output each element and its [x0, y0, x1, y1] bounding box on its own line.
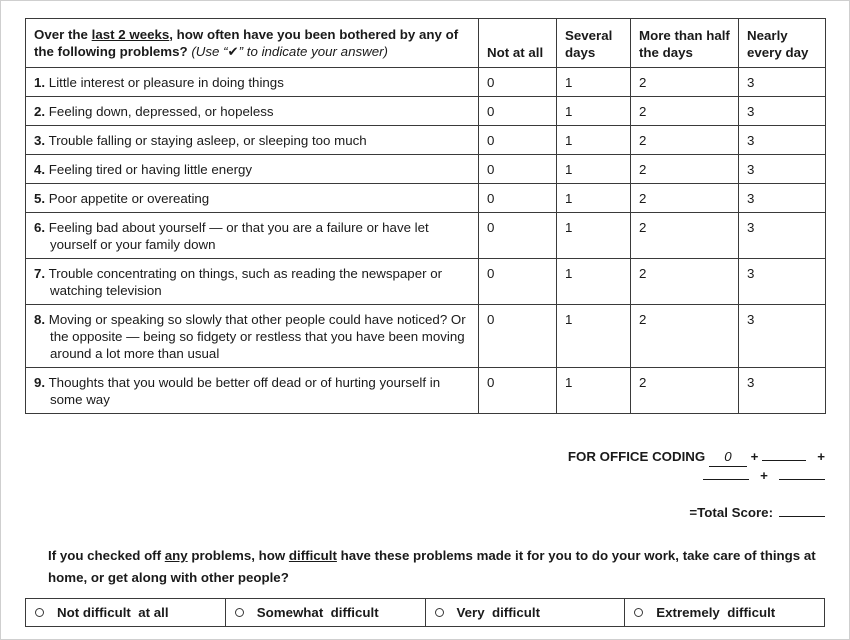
total-score: =Total Score: — [689, 505, 825, 520]
phq9-table — [25, 18, 826, 414]
score-option[interactable]: 1 — [557, 184, 631, 213]
office-coding: FOR OFFICE CODING 0 + + + — [567, 449, 825, 483]
score-option[interactable]: 2 — [631, 155, 739, 184]
score-option[interactable]: 3 — [739, 97, 826, 126]
radio-icon[interactable] — [634, 608, 643, 617]
score-option[interactable]: 3 — [739, 155, 826, 184]
col-more-than-half: More than half the days — [631, 19, 739, 68]
header-question: Over the last 2 weeks, how often have you been bothered by any of the following problems? (Use “✔” to indicate your answer) — [26, 19, 479, 68]
score-option[interactable]: 2 — [631, 213, 739, 259]
score-option[interactable]: 3 — [739, 126, 826, 155]
score-option[interactable]: 3 — [739, 305, 826, 368]
score-option[interactable]: 1 — [557, 126, 631, 155]
col-several-days: Several days — [557, 19, 631, 68]
difficulty-question: If you checked off any problems, how difficult have these problems made it for you to do your work, take care of things at home, or get along with other people? — [48, 548, 816, 585]
score-option[interactable]: 1 — [557, 368, 631, 414]
question-row — [26, 155, 826, 184]
option-very-difficult[interactable]: Very difficult — [426, 599, 626, 626]
question-number: 4. — [34, 162, 46, 177]
score-option[interactable]: 2 — [631, 184, 739, 213]
question-text: Little interest or pleasure in doing things — [48, 75, 284, 90]
header-row — [26, 19, 826, 68]
score-option[interactable]: 0 — [479, 126, 557, 155]
score-option[interactable]: 2 — [631, 305, 739, 368]
score-option[interactable]: 0 — [479, 68, 557, 97]
score-option[interactable]: 2 — [631, 97, 739, 126]
question-row — [26, 305, 826, 368]
score-option[interactable]: 3 — [739, 213, 826, 259]
question-text: Feeling tired or having little energy — [48, 162, 253, 177]
question-row — [26, 184, 826, 213]
score-option[interactable]: 2 — [631, 368, 739, 414]
question-cell — [26, 213, 479, 259]
office-coding-blank-3[interactable] — [703, 479, 749, 480]
score-option[interactable]: 2 — [631, 259, 739, 305]
option-extremely-difficult[interactable]: Extremely difficult — [625, 599, 824, 626]
question-text: Thoughts that you would be better off dead or of hurting yourself in some way — [48, 375, 441, 407]
question-number: 6. — [34, 220, 46, 235]
office-coding-blank-1[interactable]: 0 — [709, 448, 747, 467]
total-score-blank[interactable] — [779, 516, 825, 517]
score-option[interactable]: 1 — [557, 97, 631, 126]
question-cell — [26, 305, 479, 368]
score-option[interactable]: 0 — [479, 155, 557, 184]
question-number: 5. — [34, 191, 46, 206]
question-row — [26, 368, 826, 414]
question-text: Poor appetite or overeating — [48, 191, 210, 206]
question-row — [26, 68, 826, 97]
question-cell — [26, 259, 479, 305]
score-option[interactable]: 0 — [479, 184, 557, 213]
question-row — [26, 126, 826, 155]
score-option[interactable]: 2 — [631, 68, 739, 97]
question-text: Trouble concentrating on things, such as reading the newspaper or watching television — [48, 266, 443, 298]
score-option[interactable]: 0 — [479, 368, 557, 414]
question-cell — [26, 126, 479, 155]
question-cell — [26, 368, 479, 414]
question-cell — [26, 155, 479, 184]
question-text: Feeling bad about yourself — or that you are a failure or have let yourself or your family down — [48, 220, 429, 252]
option-not-difficult[interactable]: Not difficult at all — [26, 599, 226, 626]
question-number: 9. — [34, 375, 46, 390]
score-option[interactable]: 0 — [479, 305, 557, 368]
score-option[interactable]: 0 — [479, 259, 557, 305]
header-instruction: (Use “✔” to indicate your answer) — [191, 44, 388, 59]
question-row — [26, 259, 826, 305]
score-option[interactable]: 1 — [557, 68, 631, 97]
radio-icon[interactable] — [35, 608, 44, 617]
score-option[interactable]: 3 — [739, 259, 826, 305]
question-number: 8. — [34, 312, 46, 327]
difficulty-options — [25, 598, 825, 627]
question-number: 1. — [34, 75, 46, 90]
question-text: Feeling down, depressed, or hopeless — [48, 104, 274, 119]
score-option[interactable]: 1 — [557, 305, 631, 368]
score-option[interactable]: 1 — [557, 259, 631, 305]
question-text: Moving or speaking so slowly that other people could have noticed? Or the opposite — being so fidgety or restless that you have been moving around a lot more than usual — [48, 312, 466, 361]
col-nearly-every-day: Nearly every day — [739, 19, 826, 68]
score-option[interactable]: 2 — [631, 126, 739, 155]
score-option[interactable]: 0 — [479, 213, 557, 259]
office-coding-blank-4[interactable] — [779, 479, 825, 480]
question-cell — [26, 68, 479, 97]
score-option[interactable]: 3 — [739, 368, 826, 414]
question-cell — [26, 97, 479, 126]
score-option[interactable]: 3 — [739, 68, 826, 97]
score-option[interactable]: 0 — [479, 97, 557, 126]
col-not-at-all: Not at all — [479, 19, 557, 68]
score-option[interactable]: 1 — [557, 155, 631, 184]
question-row — [26, 213, 826, 259]
radio-icon[interactable] — [235, 608, 244, 617]
score-option[interactable]: 1 — [557, 213, 631, 259]
question-text: Trouble falling or staying asleep, or sleeping too much — [48, 133, 367, 148]
question-number: 3. — [34, 133, 46, 148]
office-coding-blank-2[interactable] — [762, 460, 806, 461]
question-number: 7. — [34, 266, 46, 281]
question-number: 2. — [34, 104, 46, 119]
option-somewhat-difficult[interactable]: Somewhat difficult — [226, 599, 426, 626]
question-cell — [26, 184, 479, 213]
score-option[interactable]: 3 — [739, 184, 826, 213]
radio-icon[interactable] — [435, 608, 444, 617]
question-row — [26, 97, 826, 126]
